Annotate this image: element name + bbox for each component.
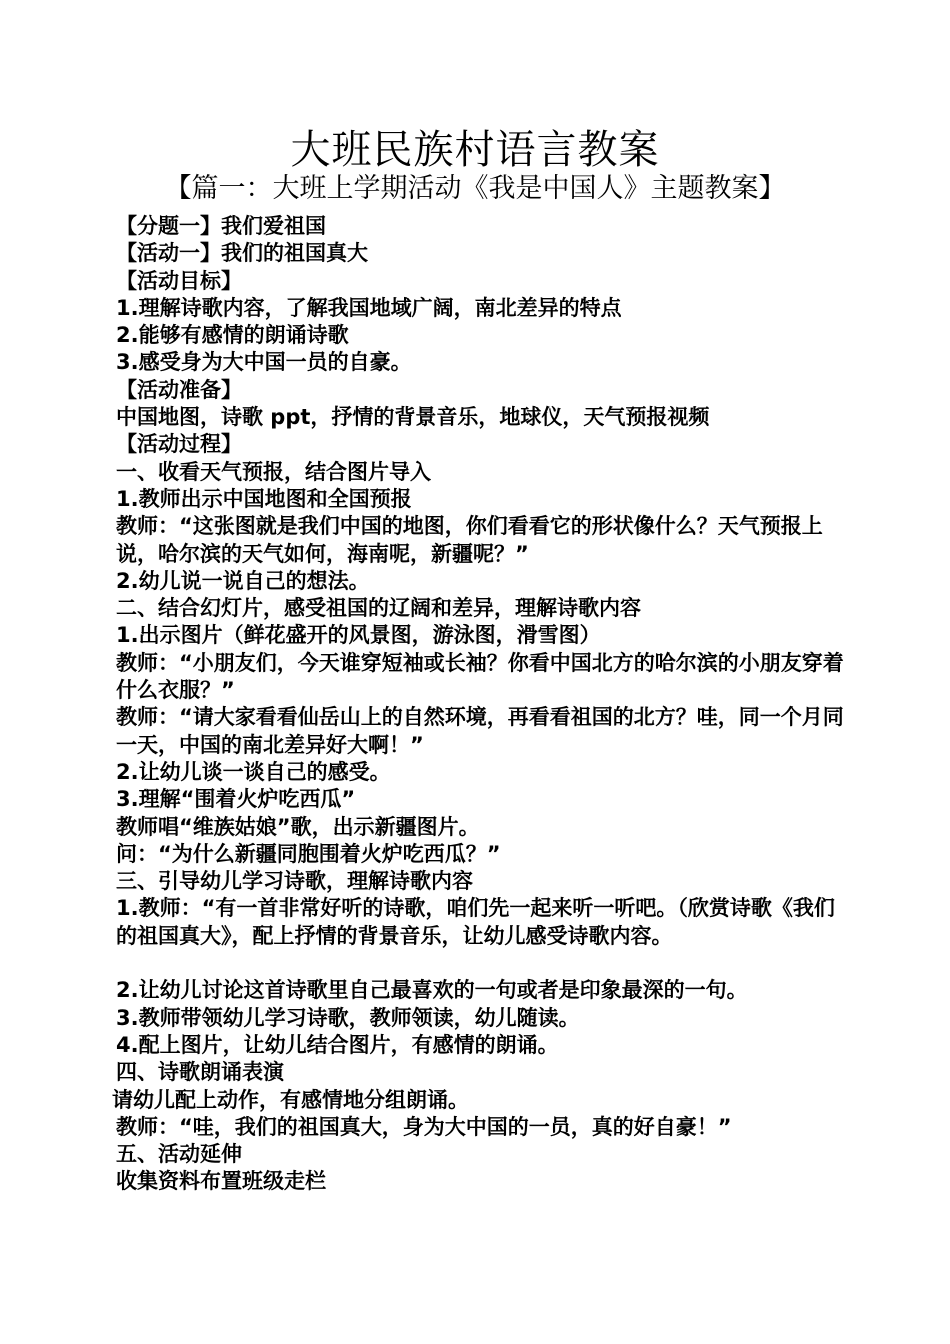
paragraph: 4.配上图片，让幼儿结合图片，有感情的朗诵。 [116, 1032, 559, 1057]
goal-item: 1.理解诗歌内容，了解我国地域广阔，南北差异的特点 [116, 295, 622, 320]
paragraph: 3.教师带领幼儿学习诗歌，教师领读，幼儿随读。 [116, 1005, 580, 1030]
process-heading: 【活动过程】 [116, 432, 242, 457]
paragraph: 教师：“请大家看看仙岳山上的自然环境，再看看祖国的北方？哇，同一个月同一天，中国的南北差异好大啊！” [116, 705, 844, 757]
paragraph: 1.教师出示中国地图和全国预报 [116, 486, 412, 511]
goal-item: 3.感受身为大中国一员的自豪。 [116, 350, 412, 375]
document-title: 大班民族村语言教案 [290, 127, 660, 173]
paragraph: 收集资料布置班级走栏 [116, 1169, 326, 1194]
paragraph: 2.幼儿说一说自己的想法。 [116, 568, 370, 593]
paragraph: 3.理解“围着火炉吃西瓜” [116, 787, 356, 812]
section-heading: 【分题一】我们爱祖国 [116, 214, 326, 238]
paragraph: 请幼儿配上动作，有感情地分组朗诵。 [112, 1087, 469, 1112]
document-body [112, 213, 846, 1196]
step-heading: 一、收看天气预报，结合图片导入 [116, 459, 431, 484]
paragraph: 教师：“小朋友们，今天谁穿短袖或长袖？你看中国北方的哈尔滨的小朋友穿着什么衣服？” [116, 650, 844, 703]
step-heading: 五、活动延伸 [116, 1142, 242, 1167]
preparation-heading: 【活动准备】 [116, 377, 242, 402]
paragraph: 问：“为什么新疆同胞围着火炉吃西瓜？” [116, 841, 501, 866]
paragraph: 2.让幼儿谈一谈自己的感受。 [116, 759, 391, 784]
goal-item: 2.能够有感情的朗诵诗歌 [116, 323, 349, 348]
paragraph: 1.教师：“有一首非常好听的诗歌，咱们先一起来听一听吧。（欣赏诗歌《我们的祖国真大》，配上抒情的背景音乐，让幼儿感受诗歌内容。 [116, 896, 835, 948]
paragraph: 教师：“哇，我们的祖国真大，身为大中国的一员，真的好自豪！” [116, 1114, 732, 1139]
activity-heading: 【活动一】我们的祖国真大 [116, 241, 368, 266]
goals-heading: 【活动目标】 [116, 268, 242, 293]
paragraph: 教师唱“维族姑娘”歌，出示新疆图片。 [116, 814, 480, 839]
preparation-text: 中国地图，诗歌 ppt，抒情的背景音乐，地球仪，天气预报视频 [116, 405, 710, 430]
step-heading: 二、结合幻灯片，感受祖国的辽阔和差异，理解诗歌内容 [116, 596, 641, 621]
paragraph: 2.让幼儿讨论这首诗歌里自己最喜欢的一句或者是印象最深的一句。 [116, 978, 748, 1003]
step-heading: 四、诗歌朗诵表演 [116, 1060, 284, 1085]
document-subtitle: 【篇一：大班上学期活动《我是中国人》主题教案】 [164, 173, 786, 204]
paragraph: 教师：“这张图就是我们中国的地图，你们看看它的形状像什么？天气预报上说，哈尔滨的天气如何，海南呢，新疆呢？” [116, 514, 823, 566]
paragraph: 1.出示图片（鲜花盛开的风景图，游泳图，滑雪图） [116, 623, 601, 648]
step-heading: 三、引导幼儿学习诗歌，理解诗歌内容 [116, 869, 473, 894]
